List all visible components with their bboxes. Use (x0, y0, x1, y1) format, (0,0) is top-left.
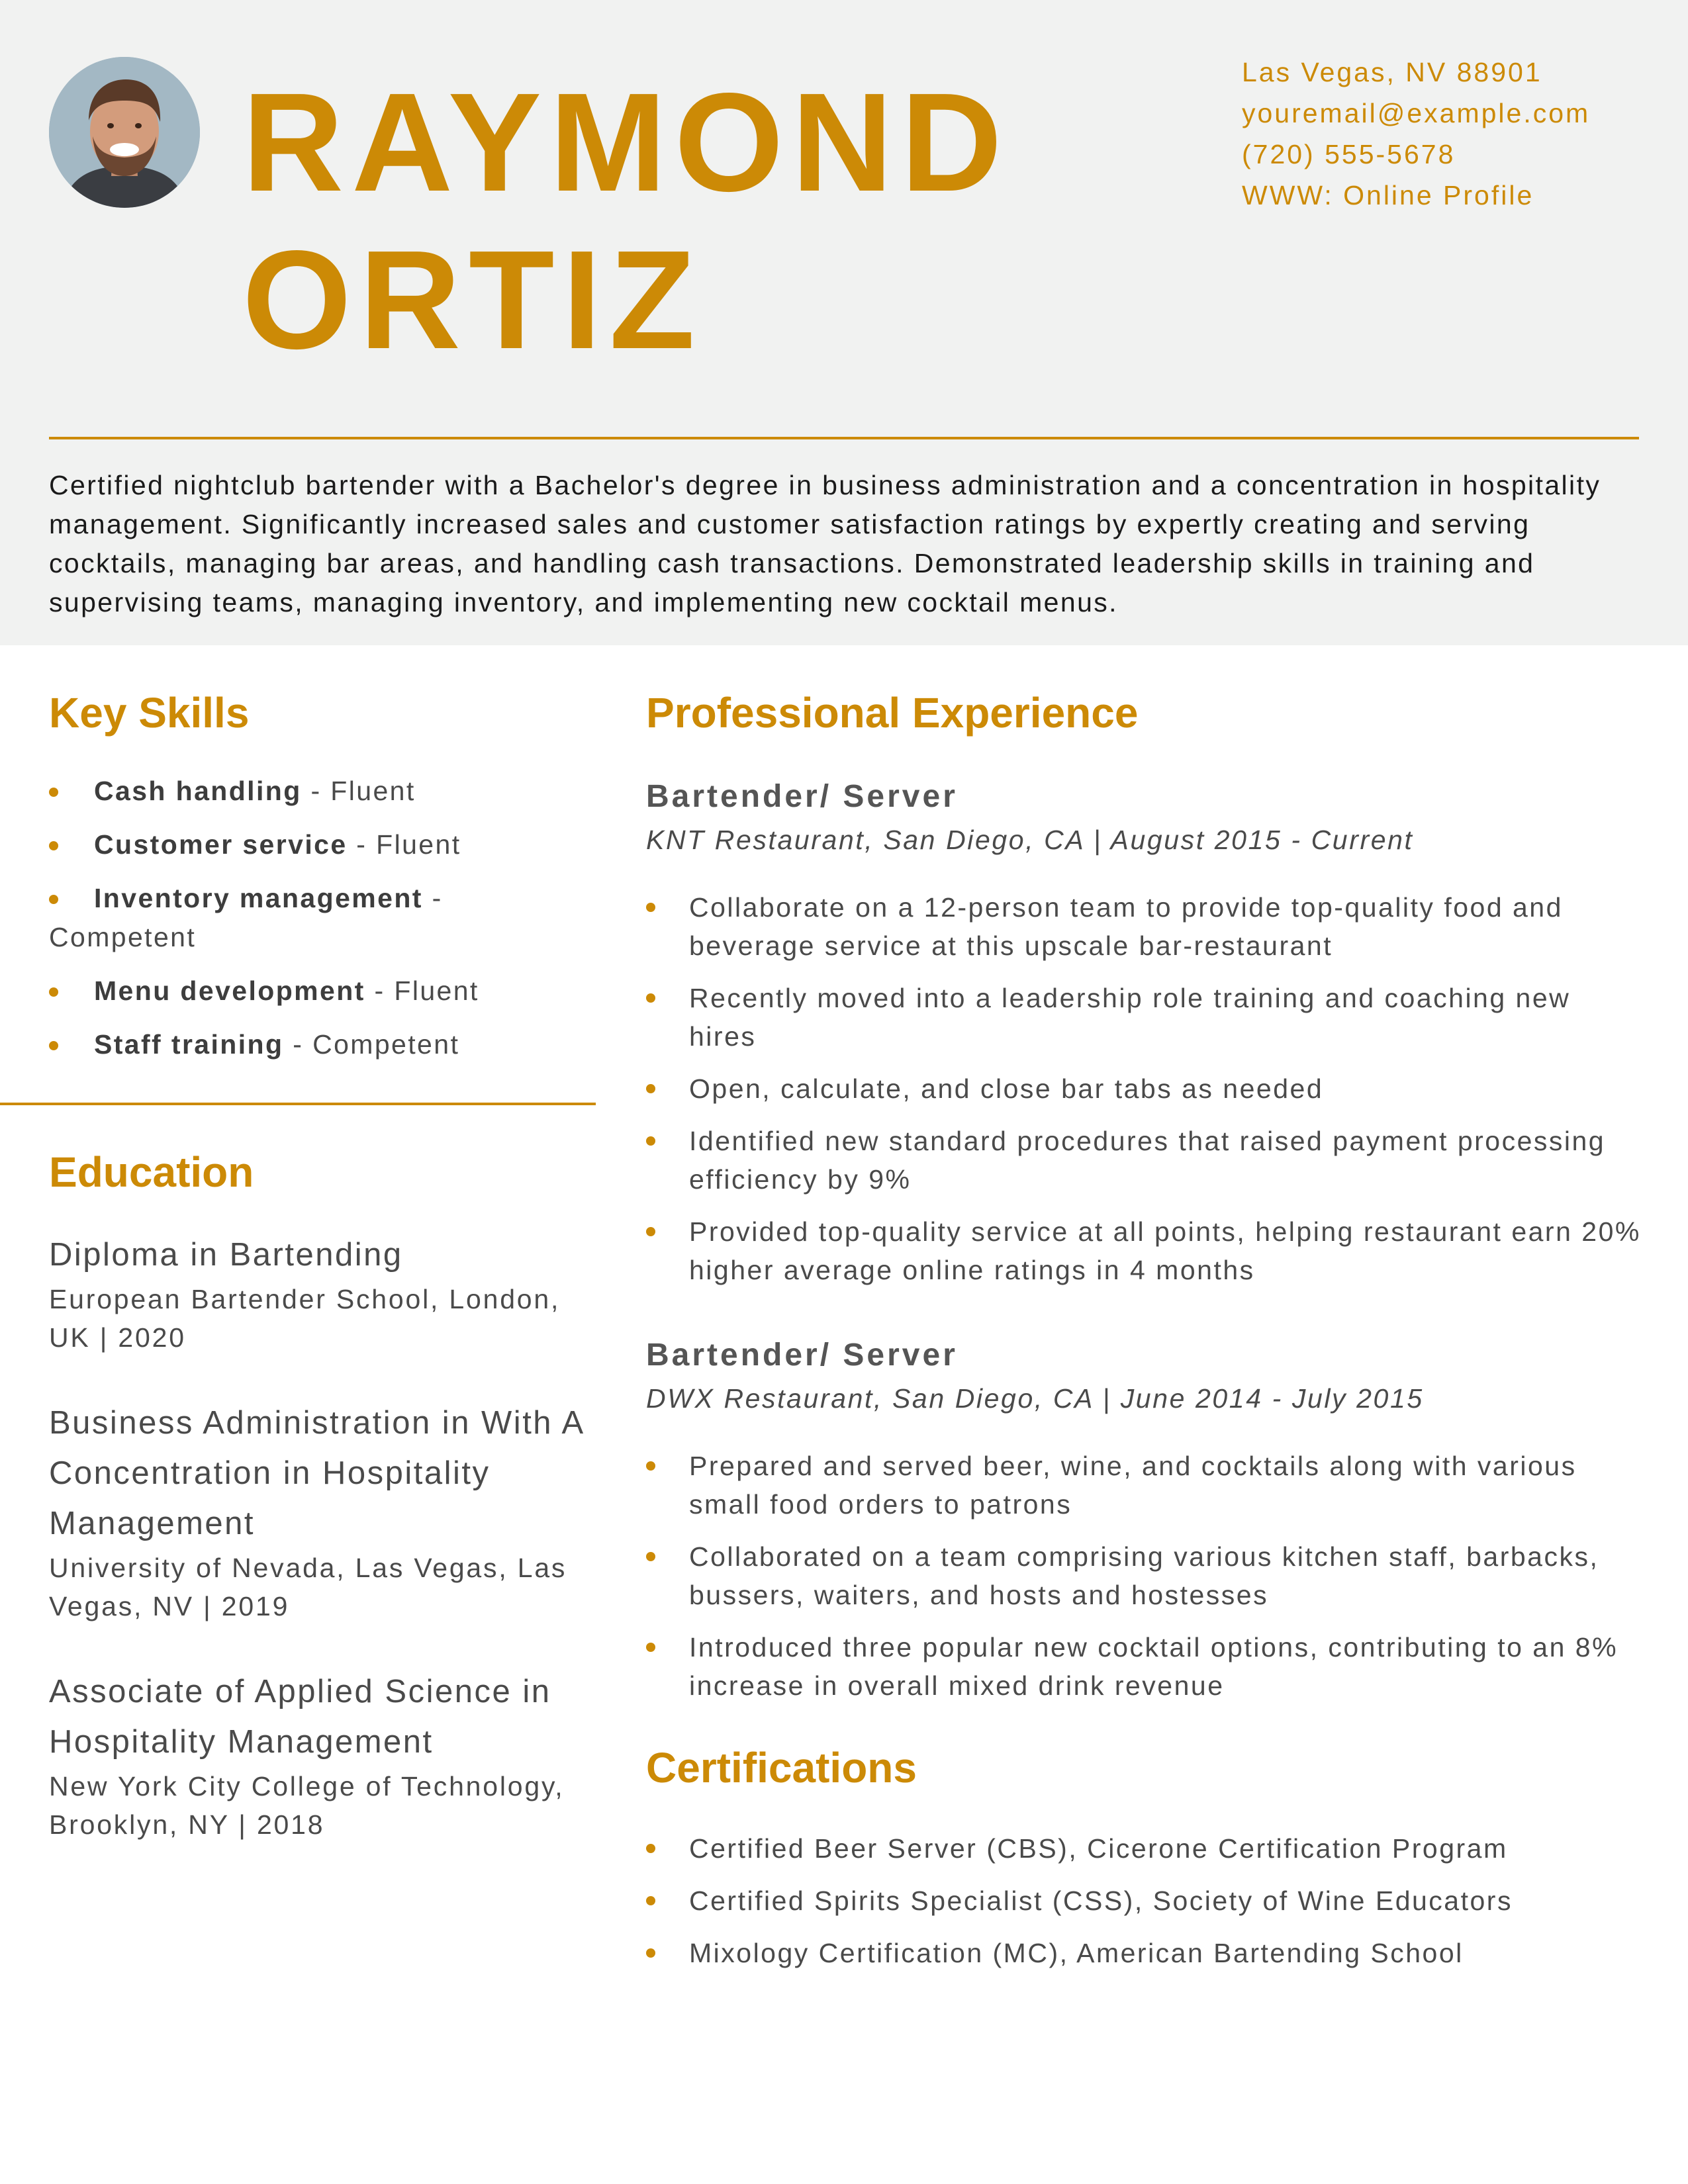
last-name: ORTIZ (242, 221, 703, 378)
list-item (646, 888, 1646, 965)
skill-level: - Competent (283, 1029, 460, 1060)
contact-phone[interactable]: (720) 555-5678 (1242, 139, 1456, 169)
skill-name: Menu development (94, 976, 365, 1006)
duty-text: Collaborate on a 12-person team to provide top-quality food and beverage service at this upscale bar-restaurant (689, 892, 1563, 961)
list-item (49, 972, 592, 1011)
key-skills-heading: Key Skills (49, 689, 250, 737)
bullet-icon (646, 1227, 655, 1236)
school-info: New York City College of Technology, Brooklyn, NY | 2018 (49, 1771, 565, 1840)
person-portrait-icon (49, 57, 200, 208)
school-info: University of Nevada, Las Vegas, Las Vegas, NV | 2019 (49, 1553, 567, 1621)
list-item (646, 1882, 1646, 1920)
skill-level: - Fluent (365, 976, 479, 1006)
certification-text: Certified Beer Server (CBS), Cicerone Certification Program (689, 1833, 1508, 1864)
bullet-icon (646, 993, 655, 1003)
list-item (646, 1829, 1646, 1868)
bullet-icon (646, 1643, 655, 1652)
duty-text: Identified new standard procedures that raised payment processing efficiency by 9% (689, 1126, 1606, 1195)
education-heading: Education (49, 1148, 254, 1196)
candidate-name (242, 64, 1010, 379)
duty-text: Open, calculate, and close bar tabs as needed (689, 1073, 1324, 1104)
bullet-icon (646, 1844, 655, 1853)
skill-name: Cash handling (94, 776, 302, 806)
job-duties-list (646, 1447, 1646, 1719)
contact-email[interactable]: youremail@example.com (1242, 98, 1591, 128)
contact-info (1242, 52, 1590, 216)
professional-summary: Certified nightclub bartender with a Bachelor's degree in business administration and a concentration in hospitality management. Significantly increased sales and customer satisfaction ratings by expertly creating and serving cocktails, managing bar areas, and handling cash transactions. Demonstrated leadership skills in training and supervising teams, managing inventory, and implementing new cocktail menus. (49, 470, 1601, 617)
education-entry (49, 1398, 592, 1625)
certifications-list (646, 1829, 1646, 1986)
left-column-divider (0, 1103, 596, 1105)
bullet-icon (646, 1461, 655, 1471)
job-title: Bartender/ Server (646, 1338, 958, 1373)
certification-text: Certified Spirits Specialist (CSS), Society of Wine Educators (689, 1886, 1513, 1916)
degree-title: Associate of Applied Science in Hospitality Management (49, 1674, 551, 1760)
list-item (646, 1212, 1646, 1289)
job-duties-list (646, 888, 1646, 1303)
certifications-heading: Certifications (646, 1744, 917, 1792)
skill-name: Staff training (94, 1029, 284, 1060)
degree-title: Business Administration in With A Concentration in Hospitality Management (49, 1405, 583, 1541)
bullet-icon (646, 903, 655, 912)
bullet-icon (646, 1896, 655, 1905)
duty-text: Introduced three popular new cocktail options, contributing to an 8% increase in overall mixed drink revenue (689, 1632, 1618, 1701)
list-item (646, 1122, 1646, 1199)
skill-name: Customer service (94, 829, 348, 860)
duty-text: Recently moved into a leadership role training and coaching new hires (689, 983, 1571, 1052)
contact-location: Las Vegas, NV 88901 (1242, 57, 1542, 87)
first-name: RAYMOND (242, 64, 1010, 220)
job-employer-dates: DWX Restaurant, San Diego, CA | June 2014 - July 2015 (646, 1383, 1424, 1414)
profile-photo (49, 57, 200, 208)
bullet-icon (646, 1084, 655, 1093)
skill-name: Inventory management (94, 883, 423, 913)
education-entry (49, 1230, 592, 1357)
contact-website[interactable]: WWW: Online Profile (1242, 180, 1534, 210)
bullet-icon (49, 895, 58, 904)
skill-level: - Fluent (301, 776, 416, 806)
list-item (49, 772, 592, 811)
list-item (49, 825, 592, 864)
professional-experience-heading: Professional Experience (646, 689, 1139, 737)
bullet-icon (49, 987, 58, 997)
list-item (49, 1025, 592, 1064)
header-divider (49, 437, 1639, 439)
education-entry (49, 1666, 592, 1844)
list-item (646, 1447, 1646, 1524)
job-title: Bartender/ Server (646, 779, 958, 814)
bullet-icon (49, 788, 58, 797)
duty-text: Collaborated on a team comprising various kitchen staff, barbacks, bussers, waiters, and hosts and hostesses (689, 1541, 1599, 1610)
skill-level: - Competent (49, 883, 443, 952)
degree-title: Diploma in Bartending (49, 1237, 403, 1273)
job-employer-dates: KNT Restaurant, San Diego, CA | August 2015 - Current (646, 825, 1414, 855)
duty-text: Prepared and served beer, wine, and cocktails along with various small food orders to patrons (689, 1451, 1577, 1520)
key-skills-list (49, 772, 592, 1079)
school-info: European Bartender School, London, UK | 2020 (49, 1284, 561, 1353)
bullet-icon (646, 1136, 655, 1146)
list-item (646, 1069, 1646, 1108)
certification-text: Mixology Certification (MC), American Bartending School (689, 1938, 1464, 1968)
duty-text: Provided top-quality service at all points, helping restaurant earn 20% higher average online ratings in 4 months (689, 1216, 1641, 1285)
skill-level: - Fluent (347, 829, 461, 860)
list-item (646, 1537, 1646, 1614)
bullet-icon (49, 841, 58, 850)
list-item (49, 879, 592, 957)
list-item (646, 1628, 1646, 1705)
list-item (646, 979, 1646, 1056)
list-item (646, 1934, 1646, 1972)
bullet-icon (646, 1552, 655, 1561)
bullet-icon (49, 1041, 58, 1050)
bullet-icon (646, 1948, 655, 1958)
